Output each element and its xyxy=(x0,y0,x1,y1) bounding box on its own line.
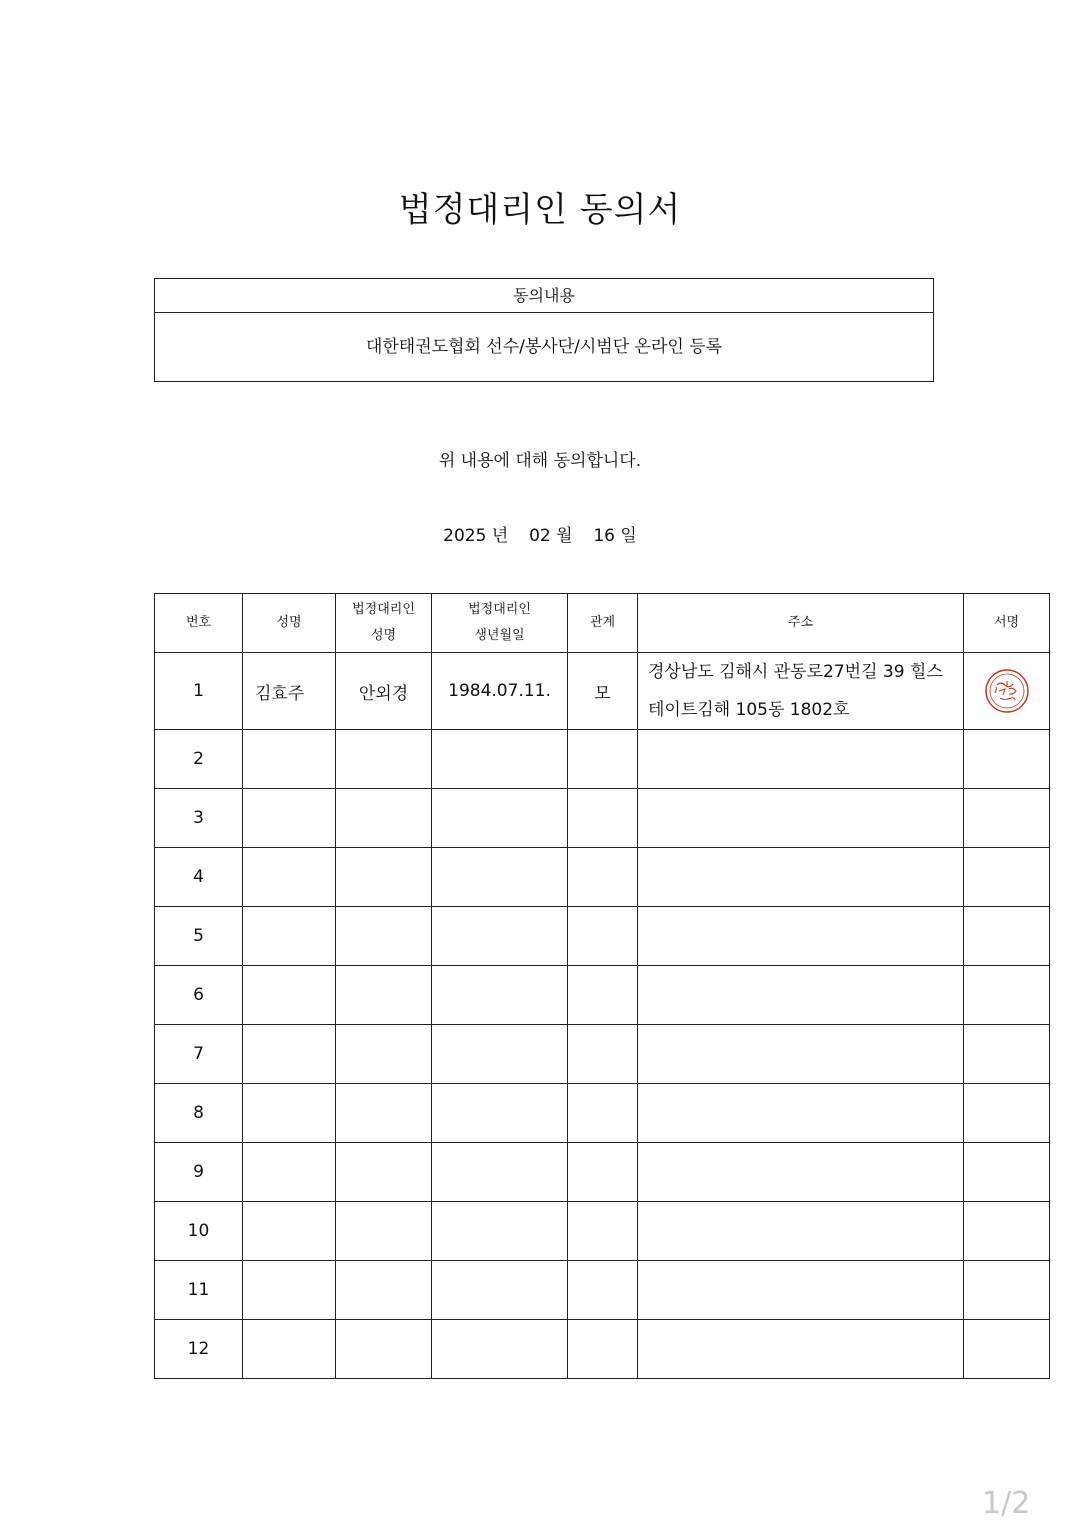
row-address xyxy=(638,653,964,730)
date-line xyxy=(0,521,1080,546)
header-number: 번호 xyxy=(155,594,243,653)
header-signature: 서명 xyxy=(964,594,1050,653)
table-row xyxy=(155,1202,1050,1261)
row-number: 7 xyxy=(155,1025,243,1084)
table-row xyxy=(155,848,1050,907)
row-guardian-birth: 1984.07.11. xyxy=(432,653,568,730)
row-number: 10 xyxy=(155,1202,243,1261)
header-name: 성명 xyxy=(243,594,336,653)
table-row xyxy=(155,907,1050,966)
date-year-unit: 년 xyxy=(491,526,509,546)
page-indicator: 1/2 xyxy=(982,1486,1031,1521)
header-guardian-birth-line1: 법정대리인 xyxy=(468,602,531,617)
table-row xyxy=(155,730,1050,789)
registration-table xyxy=(154,593,1050,1379)
date-day-unit: 일 xyxy=(620,526,637,546)
header-guardian-name-line2: 성명 xyxy=(370,628,397,643)
header-guardian-name-line1: 법정대리인 xyxy=(352,602,415,617)
table-row xyxy=(155,1261,1050,1320)
row-number: 6 xyxy=(155,966,243,1025)
row-name: 김효주 xyxy=(243,653,336,730)
row-signature xyxy=(964,653,1050,730)
signature-seal-icon xyxy=(983,667,1031,715)
row-number: 11 xyxy=(155,1261,243,1320)
header-address: 주소 xyxy=(638,594,964,653)
page-title: 법정대리인 동의서 xyxy=(398,190,682,230)
consent-content: 대한태권도협회 선수/봉사단/시범단 온라인 등록 xyxy=(365,337,723,357)
row-address-line1: 경상남도 김해시 관동로27번길 39 힐스 xyxy=(648,662,943,682)
date-month: 02 xyxy=(529,526,551,546)
table-row xyxy=(155,1320,1050,1379)
date-day: 16 xyxy=(593,526,615,546)
consent-box xyxy=(154,278,934,382)
header-relation: 관계 xyxy=(568,594,638,653)
row-guardian-name: 안외경 xyxy=(336,653,432,730)
row-number: 4 xyxy=(155,848,243,907)
row-relation: 모 xyxy=(568,653,638,730)
row-number: 3 xyxy=(155,789,243,848)
date-year: 2025 xyxy=(443,526,487,546)
table-header-row xyxy=(155,594,1050,653)
header-guardian-birth xyxy=(432,594,568,653)
table-row xyxy=(155,1025,1050,1084)
row-number: 12 xyxy=(155,1320,243,1379)
row-number: 9 xyxy=(155,1143,243,1202)
row-number: 2 xyxy=(155,730,243,789)
table-row xyxy=(155,1143,1050,1202)
agree-statement: 위 내용에 대해 동의합니다. xyxy=(438,451,642,471)
consent-header: 동의내용 xyxy=(155,279,933,313)
row-number: 5 xyxy=(155,907,243,966)
table-row xyxy=(155,1084,1050,1143)
date-month-unit: 월 xyxy=(556,526,573,546)
row-address-line2: 테이트김해 105동 1802호 xyxy=(648,700,850,720)
header-guardian-name xyxy=(336,594,432,653)
table-row xyxy=(155,789,1050,848)
table-row xyxy=(155,653,1050,730)
header-guardian-birth-line2: 생년월일 xyxy=(474,628,525,643)
row-number: 1 xyxy=(155,653,243,730)
row-number: 8 xyxy=(155,1084,243,1143)
table-row xyxy=(155,966,1050,1025)
